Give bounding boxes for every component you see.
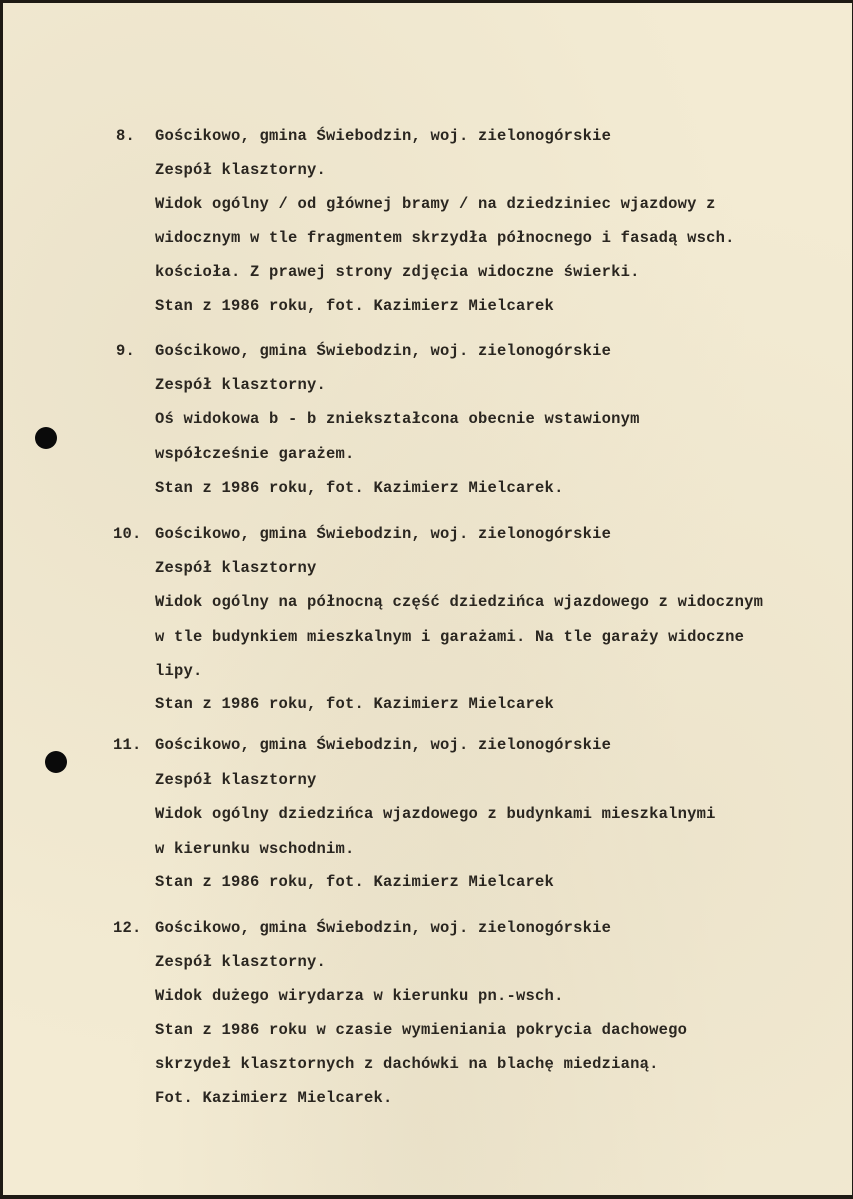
entry-number: 11. bbox=[113, 736, 142, 754]
entry-number: 10. bbox=[113, 525, 142, 543]
entry-description: kościoła. Z prawej strony zdjęcia widoczne świerki. bbox=[155, 263, 640, 281]
entry-subject: Zespół klasztorny. bbox=[155, 161, 327, 179]
entry-description: współcześnie garażem. bbox=[155, 445, 355, 463]
entry-description: widocznym w tle fragmentem skrzydła północnego i fasadą wsch. bbox=[155, 229, 735, 247]
entry-location: Gościkowo, gmina Świebodzin, woj. zielonogórskie bbox=[155, 127, 612, 145]
entry-description: Oś widokowa b - b zniekształcona obecnie wstawionym bbox=[155, 410, 640, 428]
entry-credit: Fot. Kazimierz Mielcarek. bbox=[155, 1089, 393, 1107]
entry-credit: Stan z 1986 roku, fot. Kazimierz Mielcarek bbox=[155, 873, 555, 891]
entry-location: Gościkowo, gmina Świebodzin, woj. zielonogórskie bbox=[155, 919, 612, 937]
entry-description: Stan z 1986 roku w czasie wymieniania pokrycia dachowego bbox=[155, 1021, 688, 1039]
typewritten-page bbox=[3, 3, 852, 1195]
entry-number: 9. bbox=[116, 342, 136, 360]
entry-location: Gościkowo, gmina Świebodzin, woj. zielonogórskie bbox=[155, 525, 612, 543]
entry-location: Gościkowo, gmina Świebodzin, woj. zielonogórskie bbox=[155, 736, 612, 754]
entry-credit: Stan z 1986 roku, fot. Kazimierz Mielcarek. bbox=[155, 479, 564, 497]
entry-description: Widok ogólny dziedzińca wjazdowego z budynkami mieszkalnymi bbox=[155, 805, 716, 823]
entry-subject: Zespół klasztorny bbox=[155, 771, 317, 789]
entry-subject: Zespół klasztorny. bbox=[155, 376, 327, 394]
entry-description: skrzydeł klasztornych z dachówki na blachę miedzianą. bbox=[155, 1055, 659, 1073]
punch-hole-bottom bbox=[45, 751, 67, 773]
entry-number: 8. bbox=[116, 127, 136, 145]
entry-description: w kierunku wschodnim. bbox=[155, 840, 355, 858]
punch-hole-top bbox=[35, 427, 57, 449]
entry-subject: Zespół klasztorny. bbox=[155, 953, 327, 971]
entry-subject: Zespół klasztorny bbox=[155, 559, 317, 577]
entry-description: Widok ogólny na północną część dziedzińca wjazdowego z widocznym bbox=[155, 593, 764, 611]
entry-description: lipy. bbox=[155, 662, 203, 680]
entry-description: Widok dużego wirydarza w kierunku pn.-wsch. bbox=[155, 987, 564, 1005]
entry-description: Widok ogólny / od głównej bramy / na dziedziniec wjazdowy z bbox=[155, 195, 716, 213]
entry-number: 12. bbox=[113, 919, 142, 937]
entry-description: w tle budynkiem mieszkalnym i garażami. Na tle garaży widoczne bbox=[155, 628, 745, 646]
entry-location: Gościkowo, gmina Świebodzin, woj. zielonogórskie bbox=[155, 342, 612, 360]
entry-credit: Stan z 1986 roku, fot. Kazimierz Mielcarek bbox=[155, 695, 555, 713]
entry-credit: Stan z 1986 roku, fot. Kazimierz Mielcarek bbox=[155, 297, 555, 315]
